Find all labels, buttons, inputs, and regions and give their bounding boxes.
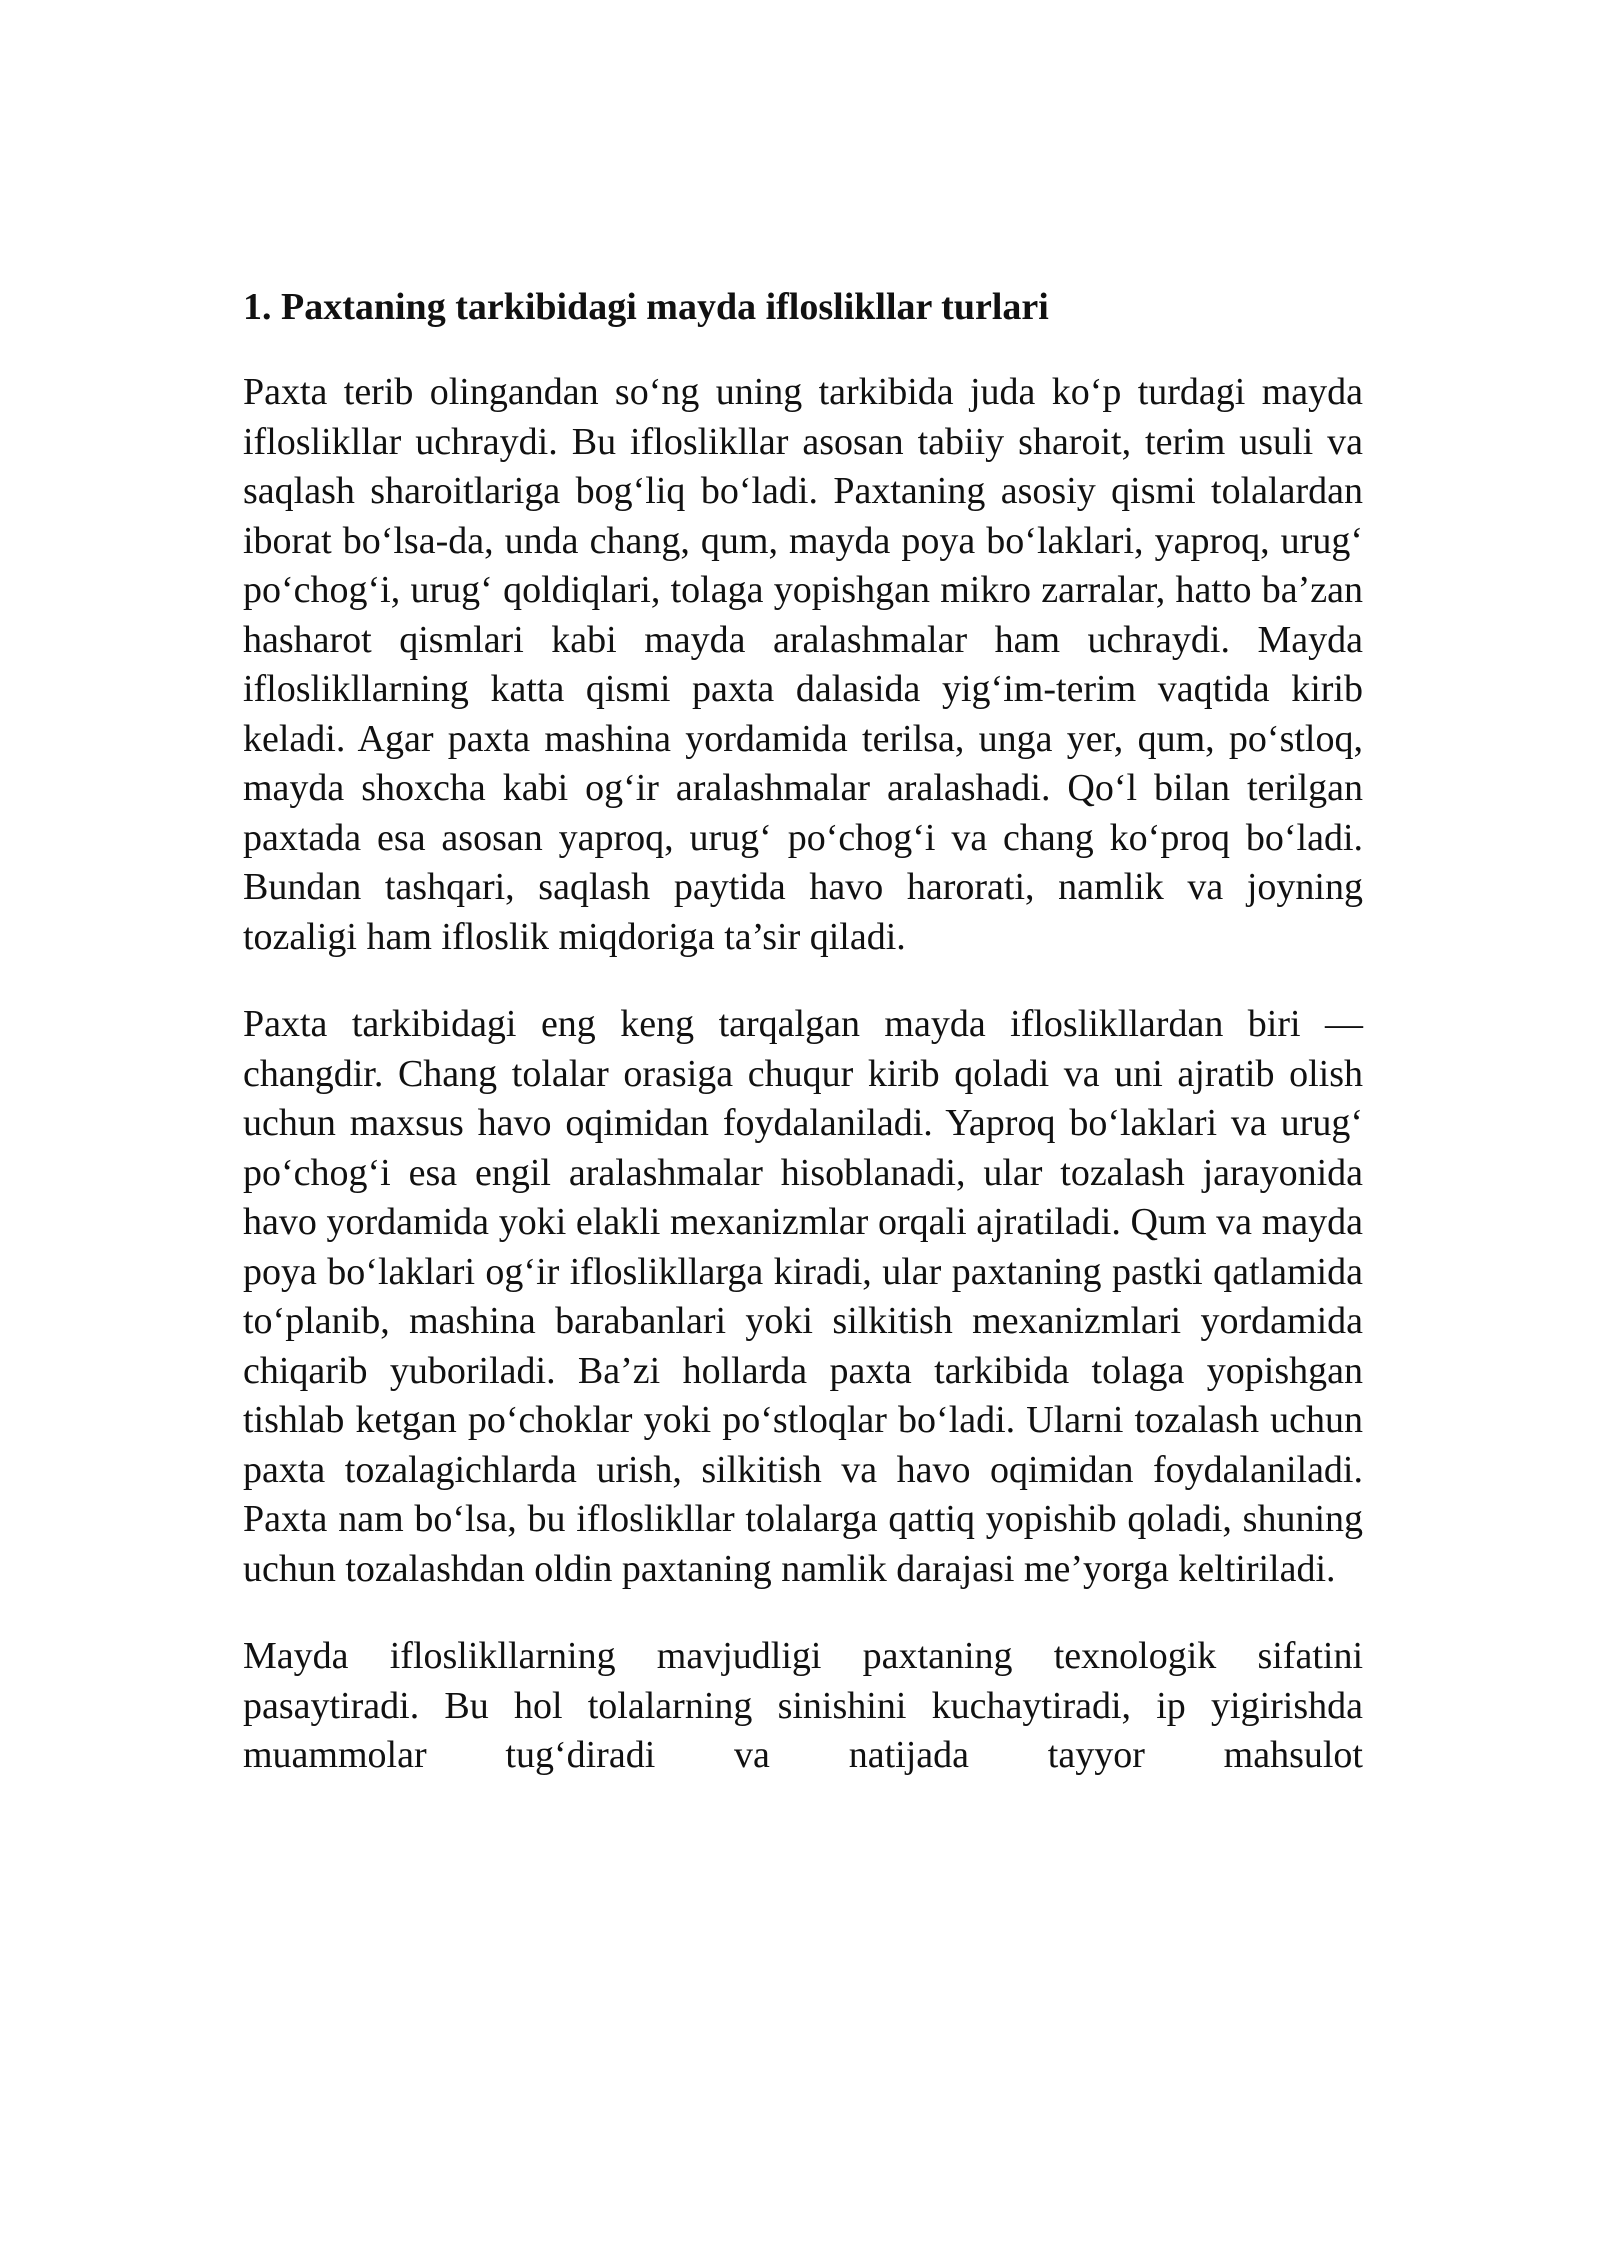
paragraph-3: Mayda ifloslikllarning mavjudligi paxtaning texnologik sifatini pasaytiradi. Bu hol tolalarning sinishini kuchaytiradi, ip yigirishda muammolar tug‘diradi va natijada tayyor mahsulot bbox=[243, 1635, 1363, 1776]
section-heading: 1. Paxtaning tarkibidagi mayda ifloslikllar turlari bbox=[243, 286, 1049, 328]
paragraph-2: Paxta tarkibidagi eng keng tarqalgan mayda ifloslikllardan biri — changdir. Chang tolalar orasiga chuqur kirib qoladi va uni ajratib olish uchun maxsus havo oqimidan foydalaniladi. Yaproq bo‘laklari va urug‘ po‘chog‘i esa engil aralashmalar hisoblanadi, ular tozalash jarayonida havo yordamida yoki elakli mexanizmlar orqali ajratiladi. Qum va mayda poya bo‘laklari og‘ir ifloslikllarga kiradi, ular paxtaning pastki qatlamida to‘planib, mashina barabanlari yoki silkitish mexanizmlari yordamida chiqarib yuboriladi. Ba’zi hollarda paxta tarkibida tolaga yopishgan tishlab ketgan po‘choklar yoki po‘stloqlar bo‘ladi. Ularni tozalash uchun paxta tozalagichlarda urish, silkitish va havo oqimidan foydalaniladi. Paxta nam bo‘lsa, bu ifloslikllar tolalarga qattiq yopishib qoladi, shuning uchun tozalashdan oldin paxtaning namlik darajasi me’yorga keltiriladi. bbox=[243, 1003, 1363, 1590]
paragraph-1: Paxta terib olingandan so‘ng uning tarkibida juda ko‘p turdagi mayda ifloslikllar uchraydi. Bu ifloslikllar asosan tabiiy sharoit, terim usuli va saqlash sharoitlariga bog‘liq bo‘ladi. Paxtaning asosiy qismi tolalardan iborat bo‘lsa-da, unda chang, qum, mayda poya bo‘laklari, yaproq, urug‘ po‘chog‘i, urug‘ qoldiqlari, tolaga yopishgan mikro zarralar, hatto ba’zan hasharot qismlari kabi mayda aralashmalar ham uchraydi. Mayda ifloslikllarning katta qismi paxta dalasida yig‘im-terim vaqtida kirib keladi. Agar paxta mashina yordamida terilsa, unga yer, qum, po‘stloq, mayda shoxcha kabi og‘ir aralashmalar aralashadi. Qo‘l bilan terilgan paxtada esa asosan yaproq, urug‘ po‘chog‘i va chang ko‘proq bo‘ladi. Bundan tashqari, saqlash paytida havo harorati, namlik va joyning tozaligi ham ifloslik miqdoriga ta’sir qiladi. bbox=[243, 371, 1363, 958]
document-page bbox=[243, 282, 1363, 1819]
